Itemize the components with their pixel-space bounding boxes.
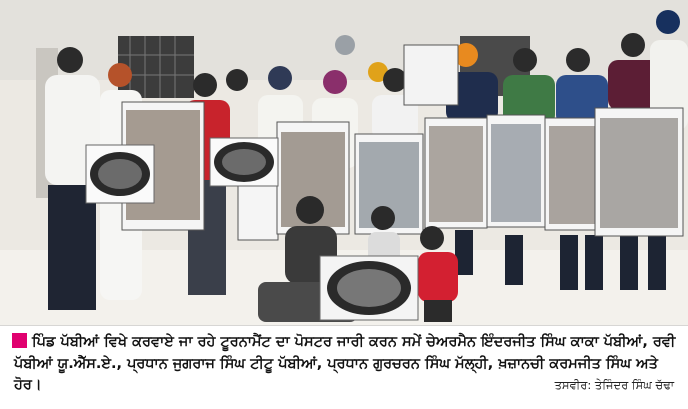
caption-text: ਪਿੰਡ ਪੱਬੀਆਂ ਵਿਖੇ ਕਰਵਾਏ ਜਾ ਰਹੇ ਟੂਰਨਾਮੈਂਟ ਦਾ ਪੋਸਟਰ ਜਾਰੀ ਕਰਨ ਸਮੇਂ ਚੇਅਰਮੈਨ ਇੰਦਰਜੀਤ ਸਿੰਘ ਕਾਕਾ ਪੱਬੀਆਂ, ਰਵੀ ਪੱਬੀਆਂ ਯੂ.ਐੱਸ.ਏ., ਪ੍ਰਧਾਨ ਜੁਗਰਾਜ ਸਿੰਘ ਟੀਟੂ ਪੱਬੀਆਂ, ਪ੍ਰਧਾਨ ਗੁਰਚਰਨ ਸਿੰਘ ਮੱਲ੍ਹੀ, ਖ਼ਜ਼ਾਨਚੀ ਕਰਮਜੀਤ ਸਿੰਘ ਅਤੇ ਹੋਰ।: [14, 334, 676, 393]
photo-credit: ਤਸਵੀਰ: ਤੇਜਿੰਦਰ ਸਿੰਘ ਚੱਢਾ: [554, 378, 674, 392]
